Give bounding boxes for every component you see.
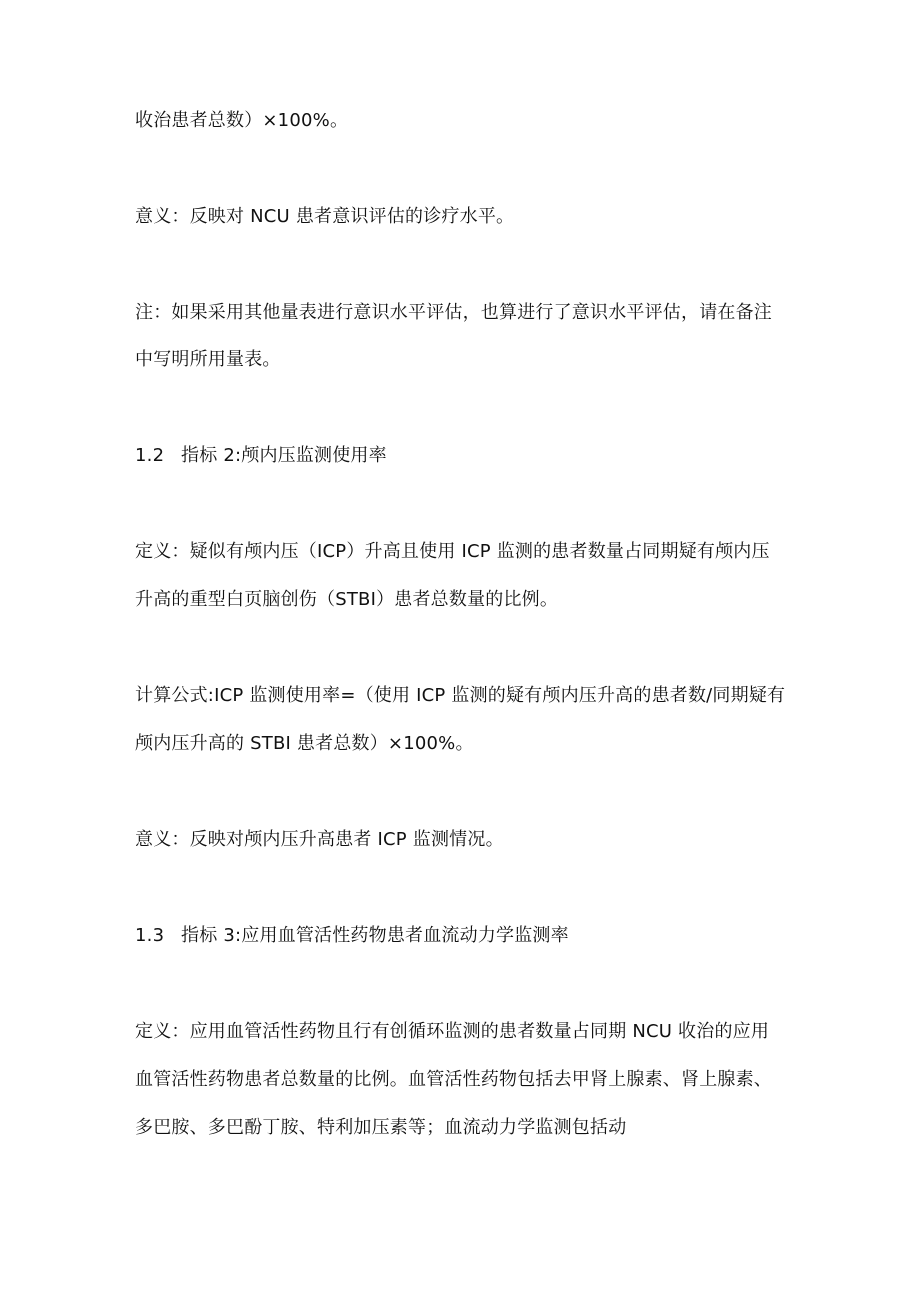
paragraph-line: 多巴胺、多巴酚丁胺、特利加压素等；血流动力学监测包括动 xyxy=(135,1117,627,1138)
paragraph-line: 定义：应用血管活性药物且行有创循环监测的患者数量占同期 NCU 收治的应用 xyxy=(135,1021,770,1042)
section-number: 1.3 xyxy=(135,925,165,946)
paragraph-line: 血管活性药物患者总数量的比例。血管活性药物包括去甲肾上腺素、肾上腺素、 xyxy=(135,1069,772,1090)
paragraph-line: 意义：反映对颅内压升高患者 ICP 监测情况。 xyxy=(135,829,504,850)
section-heading-1-3 xyxy=(135,924,569,948)
section-title: 指标 2:颅内压监测使用率 xyxy=(181,445,387,466)
paragraph-line: 定义：疑似有颅内压（ICP）升高且使用 ICP 监测的患者数量占同期疑有颅内压 xyxy=(135,541,770,562)
paragraph-line: 收治患者总数）×100%。 xyxy=(135,110,349,131)
paragraph-line: 中写明所用量表。 xyxy=(135,349,281,370)
paragraph-line: 注：如果采用其他量表进行意识水平评估，也算进行了意识水平评估，请在备注 xyxy=(135,302,772,323)
paragraph-line: 颅内压升高的 STBI 患者总数）×100%。 xyxy=(135,733,474,754)
paragraph-line: 升高的重型白页脑创伤（STBI）患者总数量的比例。 xyxy=(135,589,559,610)
section-number: 1.2 xyxy=(135,445,165,466)
section-title: 指标 3:应用血管活性药物患者血流动力学监测率 xyxy=(181,925,569,946)
paragraph-line: 意义：反映对 NCU 患者意识评估的诊疗水平。 xyxy=(135,206,515,227)
section-heading-1-2 xyxy=(135,444,387,468)
paragraph-line: 计算公式:ICP 监测使用率=（使用 ICP 监测的疑有颅内压升高的患者数/同期疑有 xyxy=(135,685,786,706)
